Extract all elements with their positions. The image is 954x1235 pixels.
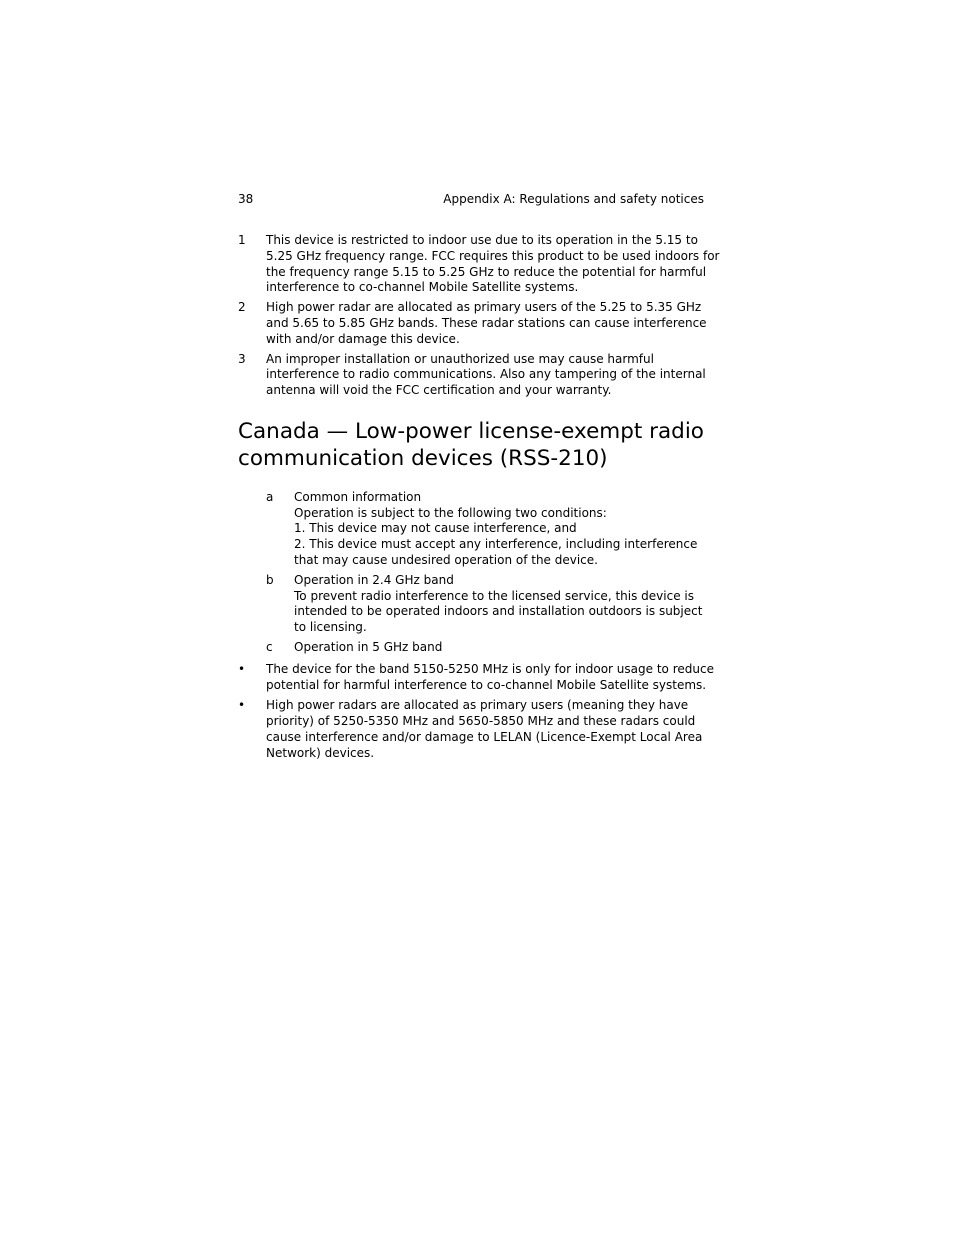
bullet-line: cause interference and/or damage to LELAN (Licence-Exempt Local Area [266, 729, 703, 744]
item-line: Operation in 2.4 GHz band [294, 572, 454, 587]
note-line: with and/or damage this device. [266, 331, 460, 346]
numbered-notes [238, 233, 720, 399]
running-header [238, 191, 704, 209]
bullet-line: priority) of 5250-5350 MHz and 5650-5850 MHz and these radars could [266, 714, 696, 729]
bullet-line: High power radars are allocated as primary users (meaning they have [266, 698, 689, 713]
bullet-line: The device for the band 5150-5250 MHz is only for indoor usage to reduce [266, 661, 714, 676]
note-marker: 2 [238, 300, 246, 315]
bullet-item-2 [238, 698, 704, 761]
note-line: interference to co-channel Mobile Satellite systems. [266, 280, 579, 295]
bullet-icon: • [238, 661, 246, 676]
lettered-item-a [266, 490, 704, 569]
bullet-line: Network) devices. [266, 745, 375, 760]
item-line: that may cause undesired operation of the device. [294, 553, 598, 567]
note-line: This device is restricted to indoor use due to its operation in the 5.15 to [266, 233, 698, 247]
note-line: and 5.65 to 5.85 GHz bands. These radar stations can cause interference [266, 315, 707, 330]
item-marker: c [266, 639, 273, 654]
item-marker: b [266, 572, 274, 587]
note-3 [238, 352, 704, 399]
lettered-item-c [266, 640, 704, 656]
note-line: High power radar are allocated as primary users of the 5.25 to 5.35 GHz [266, 300, 702, 315]
item-line: To prevent radio interference to the licensed service, this device is [294, 588, 694, 603]
page-number: 38 [238, 192, 254, 206]
lettered-list [238, 490, 704, 656]
bullet-item-1 [238, 661, 714, 694]
lettered-item-b [266, 573, 704, 636]
note-line: antenna will void the FCC certification and your warranty. [266, 383, 612, 398]
item-line: 1. This device may not cause interference, and [294, 521, 577, 536]
note-2 [238, 300, 707, 347]
item-line: Operation in 5 GHz band [294, 639, 443, 654]
document-page [238, 191, 720, 767]
section-heading-line: communication devices (RSS-210) [238, 445, 608, 471]
item-line: to licensing. [294, 620, 367, 635]
note-line: An improper installation or unauthorized use may cause harmful [266, 351, 654, 366]
note-line: 5.25 GHz frequency range. FCC requires this product to be used indoors for [266, 248, 720, 263]
item-line: Operation is subject to the following two conditions: [294, 505, 607, 520]
item-line: intended to be operated indoors and installation outdoors is subject [294, 604, 703, 619]
section-heading-line: Canada — Low-power license-exempt radio [238, 418, 704, 444]
note-line: interference to radio communications. Also any tampering of the internal [266, 367, 706, 382]
note-marker: 1 [238, 233, 246, 247]
bullet-list [238, 661, 714, 762]
note-line: the frequency range 5.15 to 5.25 GHz to reduce the potential for harmful [266, 264, 707, 279]
section-heading [238, 418, 704, 472]
note-marker: 3 [238, 351, 246, 366]
item-line: 2. This device must accept any interference, including interference [294, 537, 698, 552]
item-line: Common information [294, 489, 422, 504]
bullet-icon: • [238, 698, 246, 713]
header-title: Appendix A: Regulations and safety notices [443, 192, 704, 206]
bullet-line: potential for harmful interference to co-channel Mobile Satellite systems. [266, 677, 707, 692]
note-1 [238, 233, 720, 296]
item-marker: a [266, 489, 274, 504]
